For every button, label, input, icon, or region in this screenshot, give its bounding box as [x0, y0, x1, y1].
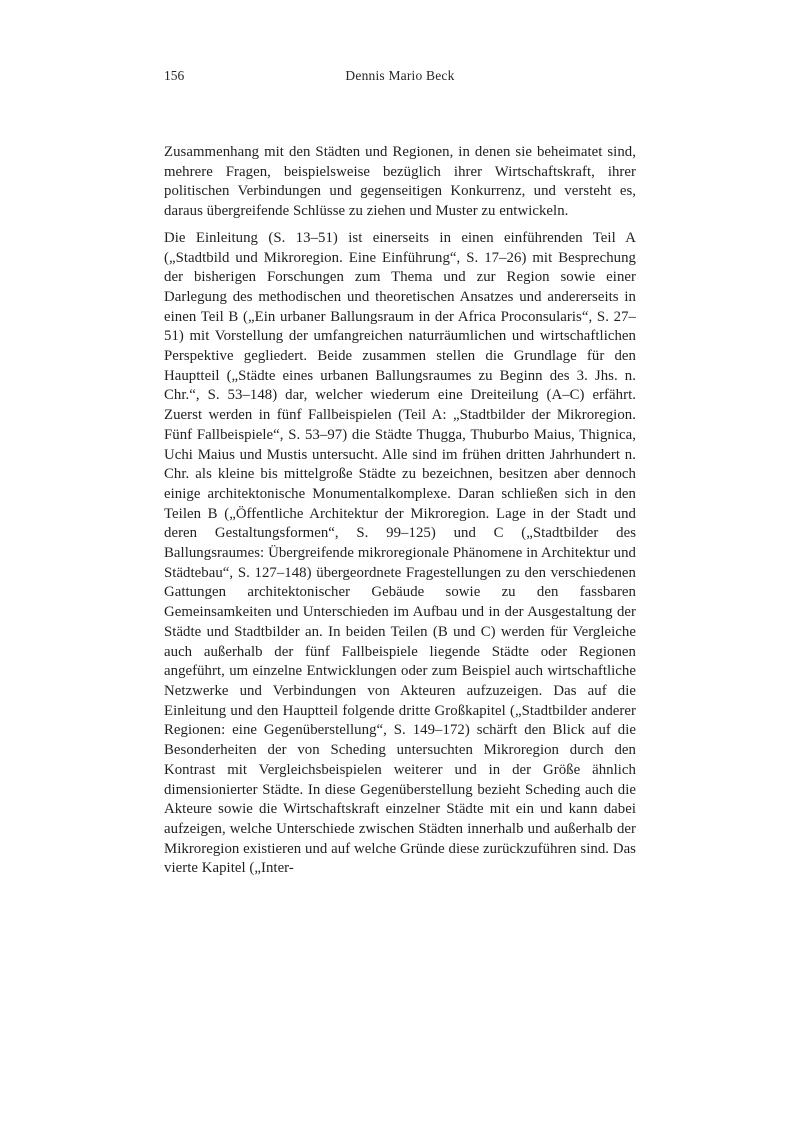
- body-text-block: [164, 143, 636, 879]
- paragraph-continuation: Zusammenhang mit den Städten und Regionen, in denen sie beheimatet sind, mehrere Fragen, beispielsweise bezüglich ihrer Wirtschaftskraft, ihrer politischen Verbindungen und gegenseitigen Konkurrenz, und versteht es, daraus übergreifende Schlüsse zu ziehen und Muster zu entwickeln.: [164, 144, 636, 220]
- running-head-author: Dennis Mario Beck: [345, 68, 455, 83]
- paragraph-main: Die Einleitung (S. 13–51) ist einerseits in einen einführenden Teil A („Stadtbild und Mikroregion. Eine Einführung“, S. 17–26) mit Besprechung der bisherigen Forschungen zum Thema und zur Region sowie einer Darlegung des methodischen und theoretischen Ansatzes und andererseits in einen Teil B („Ein urbaner Ballungsraum in der Africa Proconsularis“, S. 27–51) mit Vorstellung der umfangreichen naturräumlichen und wirtschaftlichen Perspektive gegliedert. Beide zusammen stellen die Grundlage für den Hauptteil („Städte eines urbanen Ballungsraumes zu Beginn des 3. Jhs. n. Chr.“, S. 53–148) dar, welcher wiederum eine Dreiteilung (A–C) erfährt. Zuerst werden in fünf Fallbeispielen (Teil A: „Stadtbilder der Mikroregion. Fünf Fallbeispiele“, S. 53–97) die Städte Thugga, Thuburbo Maius, Thignica, Uchi Maius und Mustis untersucht. Alle sind im frühen dritten Jahrhundert n. Chr. als kleine bis mittelgroße Städte zu bezeichnen, besitzen aber dennoch einige architektonische Monumentalkomplexe. Daran schließen sich in den Teilen B („Öffentliche Architektur der Mikroregion. Lage in der Stadt und deren Gestaltungsformen“, S. 99–125) und C („Stadtbilder des Ballungsraumes: Übergreifende mikroregionale Phänomene in Architektur und Städtebau“, S. 127–148) übergeordnete Fragestellungen zu den verschiedenen Gattungen architektonischer Gebäude sowie zu den fassbaren Gemeinsamkeiten und Unterschieden im Aufbau und in der Ausgestaltung der Städte und Stadtbilder an. In beiden Teilen (B und C) werden für Vergleiche auch außerhalb der fünf Fallbeispiele liegende Städte oder Regionen angeführt, um einzelne Entwicklungen oder zum Beispiel auch wirtschaftliche Netzwerke und Verbindungen von Akteuren aufzuzeigen. Das auf die Einleitung und den Hauptteil folgende dritte Großkapitel („Stadtbilder anderer Regionen: eine Gegenüberstellung“, S. 149–172) schärft den Blick auf die Besonderheiten der von Scheding untersuchten Mikroregion durch den Kontrast mit Vergleichsbeispielen weiterer und in der Größe ähnlich dimensionierter Städte. In diese Gegenüberstellung bezieht Scheding auch die Akteure sowie die Wirtschaftskraft einzelner Städte mit ein und kann dabei aufzeigen, welche Unterschiede zwischen Städten innerhalb und außerhalb der Mikroregion existieren und auf welche Gründe diese zurückzuführen sind. Das vierte Kapitel („Inter-: [164, 229, 636, 877]
- page-header: [164, 68, 636, 84]
- page-number: 156: [164, 68, 185, 83]
